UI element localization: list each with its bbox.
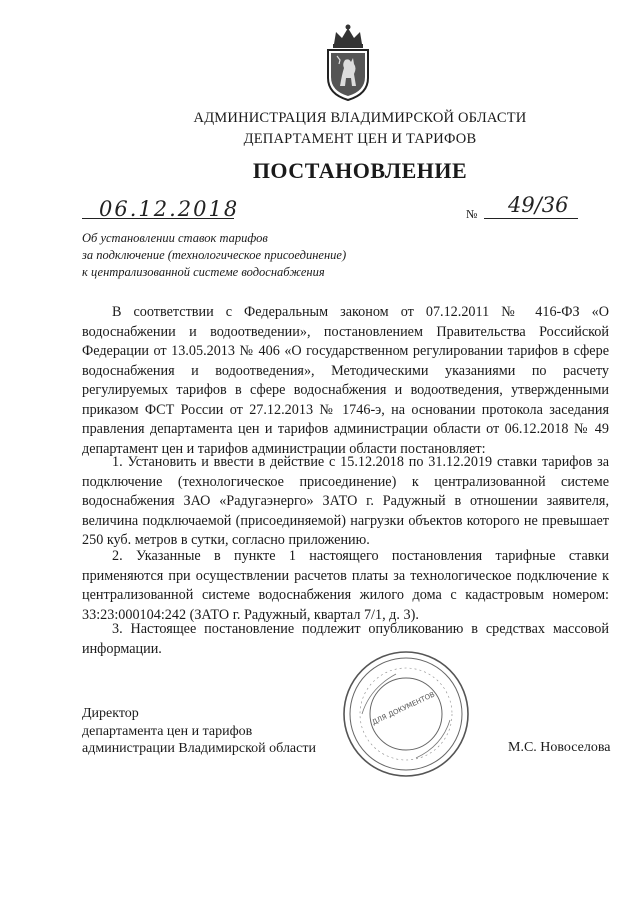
- subject-line: Об установлении ставок тарифов: [82, 231, 268, 245]
- subject-line: за подключение (технологическое присоединение): [82, 248, 347, 262]
- coat-of-arms-icon: [320, 22, 376, 102]
- resolution-item-1: 1. Установить и ввести в действие с 15.12.2018 по 31.12.2019 ставки тарифов за подключение (технологическое присоединение) к централизованной системе водоснабжения ЗАО «Радугаэнерго» ЗАТО г. Радужный в отношении заявителя, величина подключаемой (присоединяемой) нагрузки объектов которого не превышает 250 куб. метров в сутки, согласно приложению.: [82, 454, 609, 548]
- stamp-text: ДЛЯ ДОКУМЕНТОВ: [370, 690, 437, 727]
- document-subject: [82, 230, 346, 281]
- number-underline: [484, 218, 578, 219]
- resolution-item-2: 2. Указанные в пункте 1 настоящего постановления тарифные ставки применяются при осуществлении расчетов платы за технологическое подключение к централизованной системе водоснабжения жилого дома с кадастровым номером: 33:23:000104:242 (ЗАТО г. Радужный, квартал 7/1, д. 3).: [82, 548, 609, 623]
- date-underline: [82, 218, 234, 219]
- document-date: 06.12.2018: [99, 197, 240, 221]
- number-label: №: [466, 207, 478, 221]
- resolution-item-3: 3. Настоящее постановление подлежит опубликованию в средствах массовой информации.: [82, 621, 609, 657]
- signatory-title: Директор: [82, 706, 139, 721]
- signatory-title: администрации Владимирской области: [82, 741, 316, 756]
- document-number: 49/36: [508, 193, 569, 217]
- department-name: ДЕПАРТАМЕНТ ЦЕН И ТАРИФОВ: [243, 131, 477, 147]
- preamble-paragraph: В соответствии с Федеральным законом от 07.12.2011 № 416-ФЗ «О водоснабжении и водоотведении», постановлением Правительства Российской Федерации от 13.05.2013 № 406 «О государственном регулировании тарифов в сфере водоснабжения и водоотведения», Методическими указаниями по расчету регулируемых тарифов в сфере водоснабжения и водоотведения, утвержденными приказом ФСТ России от 27.12.2013 № 1746-э, на основании протокола заседания правления департамента цен и тарифов администрации области от 06.12.2018 № 49 департамент цен и тарифов администрации области постановляет:: [82, 304, 609, 457]
- official-stamp-icon: [340, 648, 472, 780]
- subject-line: к централизованной системе водоснабжения: [82, 265, 325, 279]
- document-type-title: ПОСТАНОВЛЕНИЕ: [252, 158, 468, 183]
- signature-block: [82, 705, 316, 758]
- organization-name: АДМИНИСТРАЦИЯ ВЛАДИМИРСКОЙ ОБЛАСТИ: [193, 110, 527, 126]
- signatory-title: департамента цен и тарифов: [82, 723, 253, 739]
- signatory-name: М.С. Новоселова: [508, 740, 611, 755]
